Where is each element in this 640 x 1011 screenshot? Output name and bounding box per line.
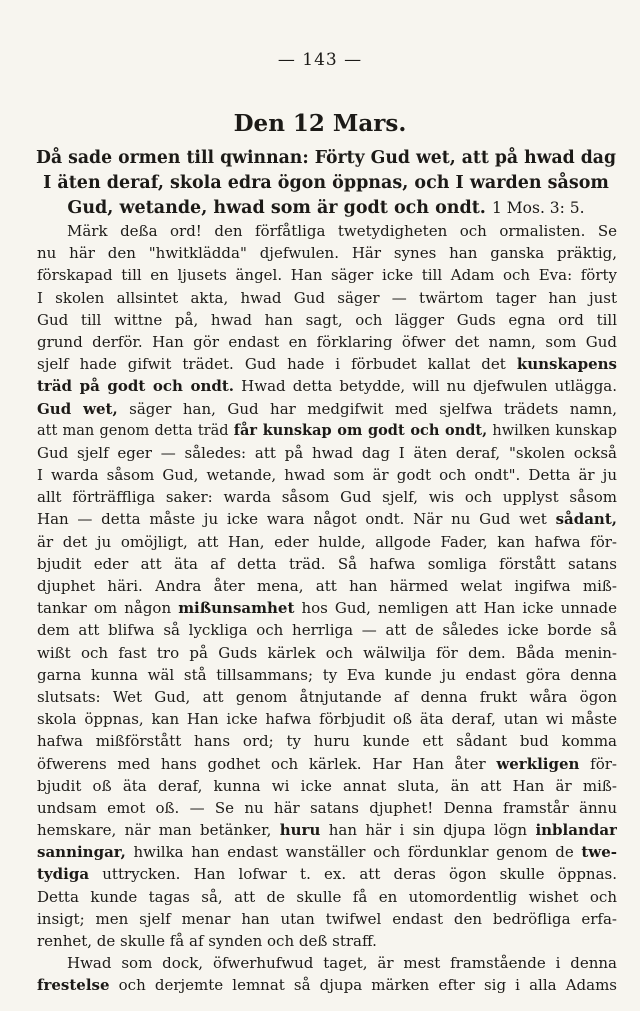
text-span: för-: [579, 754, 617, 773]
emphasis: får kunskap om godt och ondt,: [233, 421, 488, 439]
text-line: allt förträffliga saker: warda såsom Gud sjelf, wis och upplyst såsom: [37, 488, 617, 507]
text-line: slutsats: Wet Gud, att genom åtnjutande af denna frukt wåra ögon: [37, 687, 617, 706]
text-span: säger han, Gud har medgifwit med sjelfwa trädets namn,: [117, 399, 617, 418]
text-line: djuphet häri. Andra åter mena, att han härmed welat ingifwa miß-: [37, 577, 617, 595]
text-line: renhet, de skulle få af synden och deß straff.: [37, 932, 377, 950]
text-line: Hwad som dock, öfwerhufwud taget, är mest framstående i denna: [67, 954, 617, 973]
text-span: hemskare, när man betänker,: [37, 821, 280, 840]
page-number: — 143 —: [277, 50, 363, 70]
emphasis: huru: [279, 821, 321, 840]
text-line: [37, 974, 617, 996]
verse-line: Då sade ormen till qwinnan: Förty Gud wet, att på hwad dag: [36, 148, 617, 168]
text-span: hwilka han endast wanställer och fördunklar genom de: [125, 843, 582, 862]
emphasis: sanningar,: [37, 843, 126, 862]
emphasis: kunskapens: [516, 355, 617, 374]
text-line: skola öppnas, kan Han icke hafwa förbjudit oß äta deraf, utan wi måste: [37, 710, 617, 729]
text-line: [37, 398, 617, 420]
text-span: sjelf hade gifwit trädet. Gud hade i förbudet kallat det: [37, 355, 506, 374]
verse-reference: 1 Mos. 3: 5.: [492, 199, 585, 217]
text-line: nu här den "hwitklädda" djefwulen. Här synes han ganska präktig,: [37, 244, 617, 263]
body-text: [37, 220, 617, 997]
text-line: I warda såsom Gud, wetande, hwad som är godt och ondt". Detta är ju: [37, 466, 617, 485]
text-line: insigt; men sjelf menar han utan twifwel endast den bedröfliga erfa-: [37, 909, 617, 928]
text-span: Hwad detta betydde, will nu djefwulen utlägga.: [234, 377, 617, 396]
text-line: [37, 508, 617, 530]
emphasis: inblandar: [535, 821, 617, 840]
text-line: förskapad till en ljusets ängel. Han säger icke till Adam och Eva: förty: [37, 266, 617, 285]
text-line: garna kunna wäl stå tillsammans; ty Eva kunde ju endast göra denna: [37, 665, 617, 684]
bible-verse: [36, 148, 616, 223]
emphasis: Gud wet,: [37, 399, 118, 418]
text-span: tankar om någon: [37, 599, 179, 618]
emphasis: mißunsamhet: [178, 599, 295, 618]
emphasis: sådant,: [555, 510, 617, 529]
text-line: bjudit oß äta deraf, kunna wi icke annat sluta, än att Han är miß-: [37, 776, 617, 795]
text-span: hwilken kunskap: [487, 422, 617, 439]
text-line: [37, 819, 617, 841]
text-line: är det ju omöjligt, att Han, eder hulde, allgode Fader, kan hafwa för-: [37, 532, 617, 551]
text-line: [37, 420, 617, 442]
text-span: hos Gud, nemligen att Han icke unnade: [294, 599, 617, 618]
emphasis: träd på godt och ondt.: [37, 377, 235, 396]
text-line: Gud sjelf eger — således: att på hwad dag I äten deraf, "skolen också: [37, 443, 617, 462]
text-line: undsam emot oß. — Se nu här satans djuphet! Denna framstår ännu: [37, 798, 617, 817]
text-line: [37, 597, 617, 619]
text-line: I skolen allsintet akta, hwad Gud säger — twärtom tager han just: [37, 288, 617, 307]
text-line: [37, 375, 617, 397]
text-span: att man genom detta träd: [37, 422, 234, 439]
emphasis: frestelse: [37, 976, 110, 995]
text-line: hafwa mißförstått hans ord; ty huru kunde ett sådant bud komma: [37, 732, 617, 751]
text-span: öfwerens med hans godhet och kärlek. Har Han åter: [37, 754, 486, 773]
text-span: uttrycken. Han lofwar t. ex. att deras ögon skulle öppnas.: [89, 865, 617, 884]
text-span: han här i sin djupa lögn: [320, 821, 536, 840]
text-line: [37, 841, 617, 863]
verse-line: I äten deraf, skola edra ögon öppnas, och I warden såsom: [43, 173, 609, 193]
text-line: wißt och fast tro på Guds kärlek och wälwilja för dem. Båda menin-: [37, 643, 617, 662]
text-line: Detta kunde tagas så, att de skulle få en utomordentlig wishet och: [37, 887, 617, 906]
emphasis: tydiga: [37, 865, 90, 884]
emphasis: werkligen: [496, 754, 580, 773]
text-line: [37, 753, 617, 775]
text-line: [37, 863, 617, 885]
text-line: grund derför. Han gör endast en förklaring öfwer det namn, som Gud: [37, 332, 617, 351]
text-line: [37, 353, 617, 375]
emphasis: twe-: [581, 843, 617, 862]
text-line: bjudit eder att äta af detta träd. Så hafwa somliga förstått satans: [37, 554, 617, 573]
text-span: och derjemte lemnat så djupa märken efter sig i alla Adams: [109, 976, 617, 995]
text-line: Märk deßa ord! den förfåtliga twetydigheten och ormalisten. Se: [67, 222, 617, 240]
text-line: dem att blifwa så lyckliga och herrliga — att de således icke borde så: [37, 621, 617, 640]
verse-text: Gud, wetande, hwad som är godt och ondt.: [67, 198, 486, 218]
text-span: Han — detta måste ju icke wara något ondt. När nu Gud wet: [37, 510, 556, 529]
devotional-heading: Den 12 Mars.: [233, 110, 407, 137]
text-line: Gud till wittne på, hwad han sagt, och lägger Guds egna ord till: [37, 310, 617, 329]
